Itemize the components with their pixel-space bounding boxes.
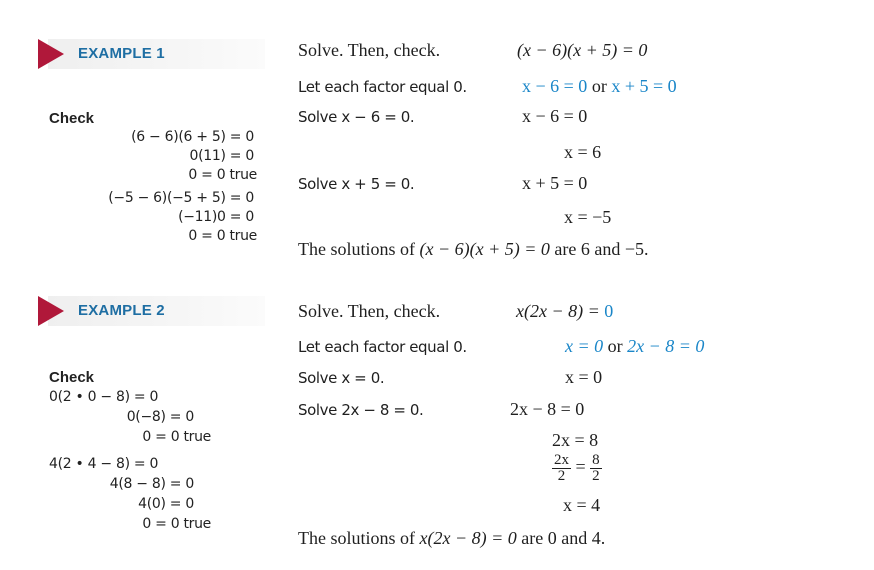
equation-line: x = 6 (564, 142, 602, 162)
example-1-step-label: Let each factor equal 0. (298, 78, 467, 96)
or-word: or (607, 336, 623, 356)
check-line: (−11)0 = 0 (178, 209, 254, 225)
check-line: (−5 − 6)(−5 + 5) = 0 (108, 190, 254, 206)
factor-equation: x − 6 = 0 (522, 76, 588, 96)
equation-line: x = 4 (563, 495, 601, 515)
check-line: 0(11) = 0 (189, 148, 254, 164)
example-2-step-label: Solve. Then, check. (298, 301, 441, 321)
example-1-check-heading: Check (49, 110, 95, 127)
fraction-right: $\frac{8}{2}$ (592, 452, 600, 484)
example-2-check-heading: Check (49, 369, 95, 386)
example-2-step-label: Solve 2x − 8 = 0. (298, 401, 424, 419)
equation-line: x − 6 = 0 (522, 106, 588, 126)
example-1-step-label: Solve. Then, check. (298, 40, 441, 60)
equation-line: x + 5 = 0 (522, 173, 588, 193)
equation-line: x = 0 (565, 367, 603, 387)
check-line: (6 − 6)(6 + 5) = 0 (131, 129, 254, 145)
example-1-factors (522, 76, 677, 97)
check-line: 4(2 • 4 − 8) = 0 (49, 456, 159, 472)
equation-line: 2x = 8 (552, 430, 599, 450)
or-word: or (591, 76, 607, 96)
example-1-banner (38, 39, 265, 69)
banner-triangle-icon (38, 39, 64, 69)
example-2-equation: x(2x − 8) = 0 (516, 301, 614, 321)
check-line: 0(2 • 0 − 8) = 0 (49, 389, 159, 405)
check-line: 0(−8) = 0 (126, 409, 194, 425)
banner-triangle-icon (38, 296, 64, 326)
fraction-equation: $\frac{2x}{2}$ = $\frac{8}{2}$ (554, 452, 600, 484)
check-line: 4(0) = 0 (138, 496, 194, 512)
fraction-left: $\frac{2x}{2}$ (554, 452, 569, 484)
example-1-conclusion: The solutions of (x − 6)(x + 5) = 0 are 6 and −5. (298, 239, 649, 259)
check-line: 0 = 0 true (188, 228, 257, 244)
equation-line: x = −5 (564, 207, 612, 227)
example-2-conclusion: The solutions of x(2x − 8) = 0 are 0 and 4. (298, 528, 606, 548)
example-1-step-label: Solve x − 6 = 0. (298, 108, 415, 126)
example-2-banner (38, 296, 265, 326)
factor-equation: 2x − 8 = 0 (627, 336, 705, 356)
check-line: 0 = 0 true (188, 167, 257, 183)
example-2-step-label: Solve x = 0. (298, 369, 385, 387)
factor-equation: x = 0 (565, 336, 604, 356)
equation-line: 2x − 8 = 0 (510, 399, 585, 419)
example-1-label: EXAMPLE 1 (78, 45, 165, 62)
example-1-step-label: Solve x + 5 = 0. (298, 175, 415, 193)
check-line: 4(8 − 8) = 0 (109, 476, 194, 492)
example-2-step-label: Let each factor equal 0. (298, 338, 467, 356)
example-2-label: EXAMPLE 2 (78, 302, 165, 319)
check-line: 0 = 0 true (142, 429, 211, 445)
check-line: 0 = 0 true (142, 516, 211, 532)
example-2-factors (565, 336, 704, 357)
example-1-equation: (x − 6)(x + 5) = 0 (517, 40, 648, 60)
factor-equation: x + 5 = 0 (611, 76, 677, 96)
